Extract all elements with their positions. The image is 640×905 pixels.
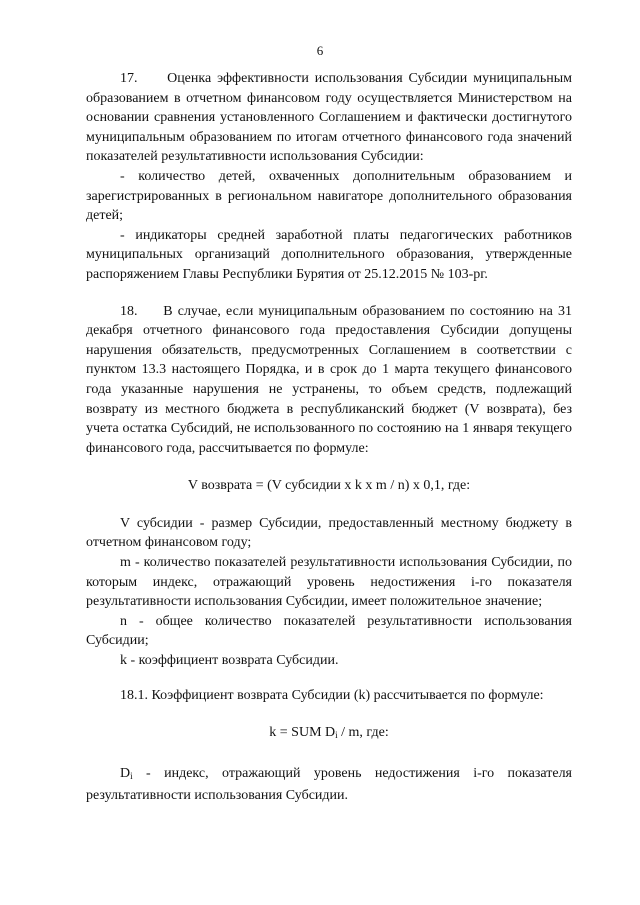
definition-m: m - количество показателей результативности использования Субсидии, по которым индекс, отражающий уровень недостижения i-го показателя результативности использования Субсидии, имеет положительное значение; (86, 555, 572, 610)
definition-d-i (86, 764, 572, 806)
paragraph-17-bullet-2: - индикаторы средней заработной платы педагогических работников муниципальных организаций дополнительного образования, утвержденные распоряжением Главы Республики Бурятия от 25.12.2015 № 103-рг. (86, 227, 572, 282)
formula-k-text: k = SUM D (269, 725, 336, 741)
formula-k-subscript: i (335, 730, 338, 741)
document-body (86, 69, 572, 806)
paragraph-17-bullet-1: - количество детей, охваченных дополнительным образованием и зарегистрированных в региональном навигаторе дополнительного образования детей; (86, 168, 572, 224)
definition-d-subscript: i (130, 770, 133, 781)
formula-k-tail: / m, где: (337, 725, 389, 741)
paragraph-18: 18. В случае, если муниципальным образованием по состоянию на 31 декабря отчетного финансового года предоставления Субсидии допущены нарушения обязательств, предусмотренных Соглашением в соответствии с пунктом 13.3 настоящего Порядка, и в срок до 1 марта текущего финансового года указанные нарушения не устранены, то объем средств, подлежащий возврату из местного бюджета в республиканский бюджет (V возврата), без учета остатка Субсидий, не использованного по состоянию на 1 января текущего финансового года, рассчитывается по формуле: (86, 303, 572, 456)
paragraph-18-1: 18.1. Коэффициент возврата Субсидии (k) рассчитывается по формуле: (120, 687, 544, 703)
definition-n: n - общее количество показателей результативности использования Субсидии; (86, 613, 572, 649)
page-number: 6 (316, 43, 324, 58)
formula-v-return: V возврата = (V субсидии x k x m / n) x 0,1, где: (187, 478, 471, 494)
definition-d-symbol: D (120, 765, 131, 781)
definition-v-subsidy: V субсидии - размер Субсидии, предоставленный местному бюджету в отчетном финансовом году; (86, 515, 572, 551)
paragraph-17: 17. Оценка эффективности использования Субсидии муниципальным образованием в отчетном финансовом году осуществляется Министерством на основании сравнения установленного Соглашением и фактически достигнутого муниципальным образованием по итогам отчетного финансового года значений показателей результативности использования Субсидии: (86, 71, 572, 165)
formula-k (86, 723, 572, 746)
definition-d-text: - индекс, отражающий уровень недостижения i-го показателя результативности использования Субсидии. (86, 765, 572, 804)
definition-k: k - коэффициент возврата Субсидии. (120, 653, 339, 669)
